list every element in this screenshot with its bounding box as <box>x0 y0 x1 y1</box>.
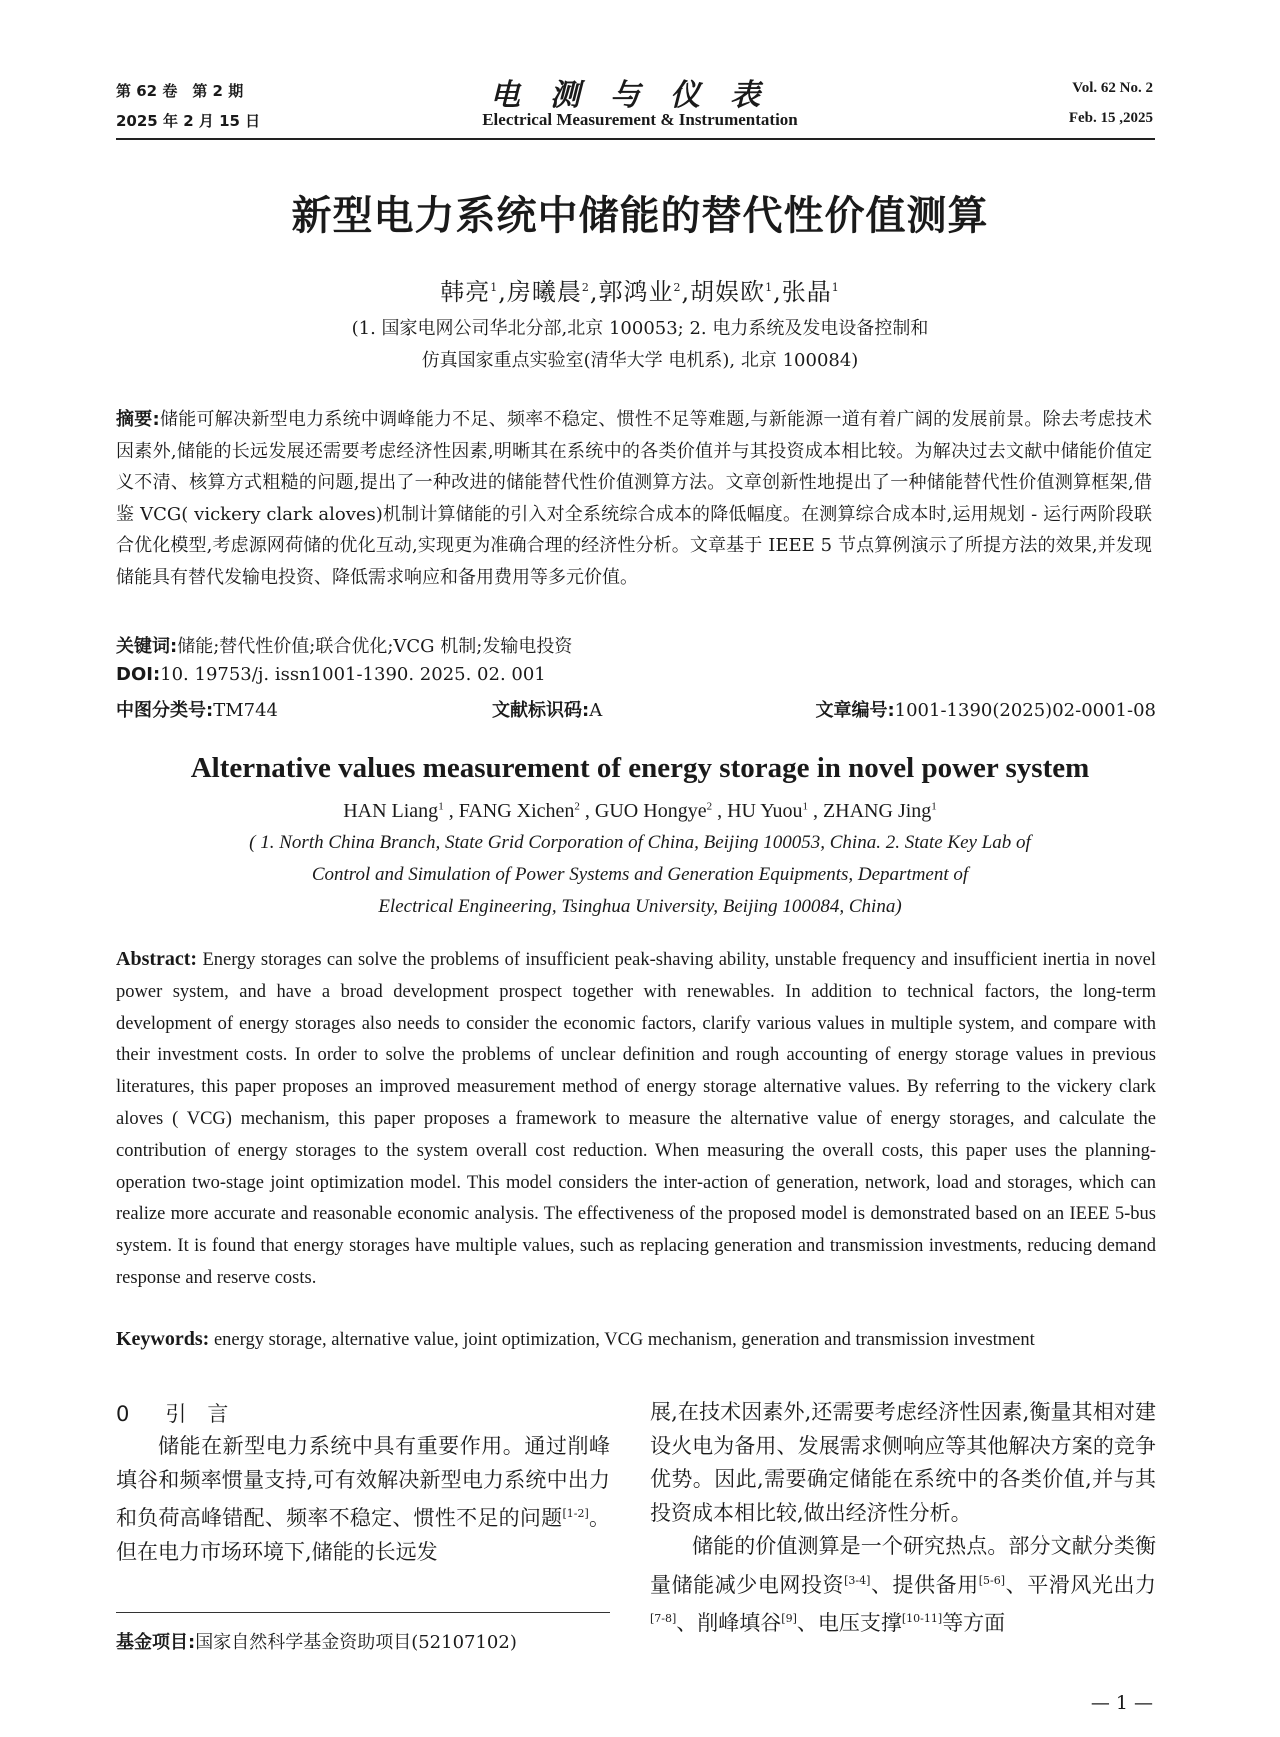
body-right-paragraph-2: 储能的价值测算是一个研究热点。部分文献分类衡量储能减少电网投资[3-4]、提供备用[5-6]、平滑风光出力[7-8]、削峰填谷[9]、电压支撑[10-11]等方面 <box>650 1534 1157 1635</box>
clc-number <box>116 696 278 722</box>
authors-cn <box>0 272 1280 307</box>
affiliation-cn-line2: 仿真国家重点实验室(清华大学 电机系), 北京 100084) <box>421 350 859 371</box>
citation-ref: [1-2] <box>562 1507 589 1520</box>
funding-label: 基金项目: <box>116 1632 196 1653</box>
paper-title-cn: 新型电力系统中储能的替代性价值测算 <box>291 193 989 239</box>
doi-text: 10. 19753/j. issn1001-1390. 2025. 02. 001 <box>160 664 546 685</box>
footnote-rule <box>116 1612 610 1613</box>
author-cn: 郭鸿业$^2$, <box>598 278 691 306</box>
funding-text: 国家自然科学基金资助项目(52107102) <box>195 1632 517 1653</box>
author-cn: 韩亮$^1$, <box>440 278 507 306</box>
author-en: FANG Xichen$^2$ , <box>458 800 595 822</box>
article-number-label: 文章编号: <box>815 700 895 721</box>
section-heading-introduction <box>116 1398 610 1428</box>
body-left-paragraph: 储能在新型电力系统中具有重要作用。通过削峰填谷和频率惯量支持,可有效解决新型电力系统中出力和负荷高峰错配、频率不稳定、惯性不足的问题[1-2]。但在电力市场环境下,储能的长远发 <box>116 1434 611 1564</box>
affiliation-cn-line1: (1. 国家电网公司华北分部,北京 100053; 2. 电力系统及发电设备控制和 <box>351 318 929 339</box>
abstract-cn-text: 储能可解决新型电力系统中调峰能力不足、频率不稳定、惯性不足等难题,与新能源一道有着广阔的发展前景。除去考虑技术因素外,储能的长远发展还需要考虑经济性因素,明晰其在系统中的各类价值并与其投资成本相比较。为解决过去文献中储能价值定义不清、核算方式粗糙的问题,提出了一种改进的储能替代性价值测算方法。文章创新性地提出了一种储能替代性价值测算框架,借鉴 VCG( vickery clark aloves)机制计算储能的引入对全系统综合成本的降低幅度。在测算综合成本时,运用规划 - 运行两阶段联合优化模型,考虑源网荷储的优化互动,实现更为准确合理的经济性分析。文章基于 IEEE 5 节点算例演示了所提方法的效果,并发现储能具有替代发输电投资、降低需求响应和备用费用等多元价值。 <box>116 409 1152 588</box>
abstract-en-text: Energy storages can solve the problems of insufficient peak-shaving ability, unstable frequency and insufficient inertia in novel power system, and have a broad development prospect together with renewables. In addition to technical factors, the long-term development of energy storages also needs to consider the economic factors, clarify various values in multiple system, and compare with their investment costs. In order to solve the problems of unclear definition and rough accounting of energy storage values in previous literatures, this paper proposes an improved measurement method of energy storage alternative values. By referring to the vickery clark aloves ( VCG) mechanism, this paper proposes a framework to measure the alternative value of energy storages, and calculate the contribution of energy storages to the system overall cost reduction. When measuring the overall costs, this paper uses the planning-operation two-stage joint optimization model. This model considers the inter-action of generation, network, load and storages, which can realize more accurate and reasonable economic analysis. The effectiveness of the proposed model is demonstrated based on an IEEE 5-bus system. It is found that energy storages have multiple values, such as replacing generation and transmission investments, reducing demand response and reserve costs. <box>116 950 1156 1288</box>
affiliation-en-line3: Electrical Engineering, Tsinghua University, Beijing 100084, China) <box>378 896 902 917</box>
clc-text: TM744 <box>213 700 278 721</box>
author-en: HU Yuou$^1$ , <box>727 800 823 822</box>
citation-ref: [10-11] <box>901 1612 943 1625</box>
volume-issue-en: Vol. 62 No. 2 <box>1072 80 1153 96</box>
keywords-cn-label: 关键词: <box>116 636 178 657</box>
volume-issue-cn: 第 62 卷 第 2 期 <box>116 82 244 100</box>
authors-en <box>0 800 1280 823</box>
document-code-text: A <box>589 700 603 721</box>
journal-name-cn: 电测与仪表 <box>490 78 790 113</box>
doi <box>116 664 546 685</box>
section-title: 引 言 <box>165 1402 229 1426</box>
header-rule <box>116 138 1155 140</box>
abstract-en <box>116 944 1156 1295</box>
affiliation-en-line2: Control and Simulation of Power Systems and Generation Equipments, Department of <box>311 864 969 885</box>
citation-ref: [3-4] <box>844 1573 871 1587</box>
author-cn: 胡娱欧$^1$, <box>690 278 782 306</box>
date-en: Feb. 15 ,2025 <box>1068 110 1153 126</box>
document-code <box>492 696 602 722</box>
date-cn: 2025 年 2 月 15 日 <box>116 112 261 130</box>
author-cn: 张晶$^1$ <box>781 278 840 306</box>
keywords-en <box>116 1324 1156 1357</box>
author-en: HAN Liang$^1$ , <box>343 800 459 822</box>
section-number: 0 <box>116 1402 130 1426</box>
keywords-cn-text: 储能;替代性价值;联合优化;VCG 机制;发输电投资 <box>177 636 573 657</box>
abstract-cn <box>116 404 1152 593</box>
author-cn: 房曦晨$^2$, <box>506 278 599 306</box>
citation-ref: [5-6] <box>978 1573 1006 1587</box>
journal-name-en: Electrical Measurement & Instrumentation <box>482 110 798 129</box>
paper-title-en: Alternative values measurement of energy storage in novel power system <box>190 752 1090 784</box>
body-right-paragraph-1: 展,在技术因素外,还需要考虑经济性因素,衡量其相对建设火电为备用、发展需求侧响应等其他解决方案的竞争优势。因此,需要确定储能在系统中的各类价值,并与其投资成本相比较,做出经济性分析。 <box>650 1400 1156 1525</box>
author-en: GUO Hongye$^2$ , <box>594 800 728 822</box>
citation-ref: [9] <box>781 1612 797 1625</box>
keywords-en-text: energy storage, alternative value, joint optimization, VCG mechanism, generation and transmission investment <box>213 1330 1035 1350</box>
citation-ref: [7-8] <box>650 1612 677 1625</box>
document-code-label: 文献标识码: <box>492 700 590 721</box>
affiliation-en-line1: ( 1. North China Branch, State Grid Corporation of China, Beijing 100053, China. 2. State Key Lab of <box>249 832 1031 853</box>
doi-label: DOI: <box>116 664 161 685</box>
article-number <box>815 696 1156 722</box>
funding-note <box>116 1628 517 1654</box>
page-number: — 1 — <box>1090 1692 1153 1714</box>
article-number-text: 1001-1390(2025)02-0001-08 <box>894 700 1156 721</box>
author-en: ZHANG Jing$^1$ <box>822 800 937 822</box>
clc-label: 中图分类号: <box>116 700 214 721</box>
keywords-cn <box>116 632 572 658</box>
keywords-en-label: Keywords: <box>116 1328 210 1350</box>
abstract-cn-label: 摘要: <box>116 409 160 430</box>
abstract-en-label: Abstract: <box>116 948 198 970</box>
